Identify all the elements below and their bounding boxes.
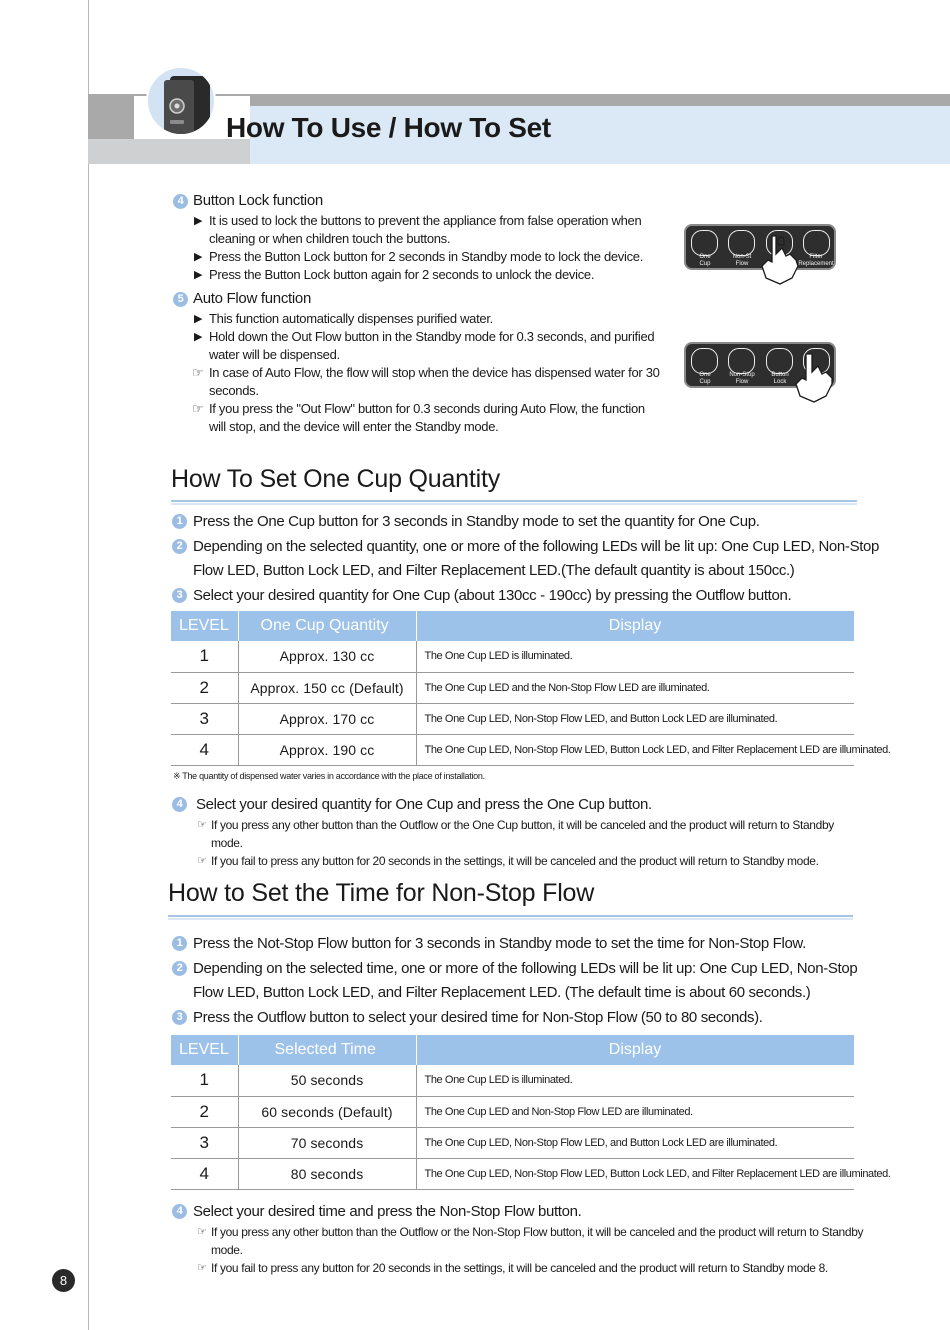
panel-label: Filter Replacement: [798, 254, 834, 267]
bullet-item: ▶ Press the Button Lock button again for 2 seconds to unlock the device.: [194, 267, 595, 282]
display-cell: The One Cup LED, Non-Stop Flow LED, and Button Lock LED are illuminated.: [416, 1127, 854, 1158]
feature-auto-flow: [173, 289, 663, 436]
number-badge: 4: [172, 797, 187, 812]
non-stop-time-table: [171, 1035, 891, 1190]
panel-label: Button Lock: [771, 372, 789, 385]
display-cell: The One Cup LED and Non-Stop Flow LED are illuminated.: [416, 1096, 854, 1127]
bullet-item: ▶ Hold down the Out Flow button in the Standby mode for 0.3 seconds, and purified water will be dispensed.: [194, 329, 655, 362]
triangle-bullet-icon: ▶: [194, 313, 203, 325]
section-divider: [168, 915, 853, 920]
number-badge: 3: [172, 588, 187, 603]
control-panel-illustration-lock: [684, 224, 836, 270]
time-cell: 50 seconds: [238, 1065, 416, 1096]
table-header: LEVEL: [171, 611, 238, 641]
level-cell: 1: [171, 641, 238, 672]
section-title-non-stop-flow: How to Set the Time for Non-Stop Flow: [168, 879, 595, 907]
table-row: [171, 1065, 854, 1096]
panel-label: Non-Stop Flow: [729, 372, 755, 385]
table-row: [171, 1127, 854, 1158]
number-badge: 4: [173, 194, 188, 209]
table-header: Display: [416, 611, 854, 641]
table-row: [171, 641, 854, 672]
feature-button-lock: [173, 191, 663, 284]
control-panel-illustration-auto-flow: [684, 342, 836, 388]
quantity-cell: Approx. 190 cc: [238, 734, 416, 765]
bullet-item: ▶ It is used to lock the buttons to prevent the appliance from false operation when cleaning or when children touch the buttons.: [194, 213, 642, 246]
note-item: ☞ If you press any other button than the Outflow or the One Cup button, it will be canceled and the product will return to Standby mode.: [197, 818, 834, 850]
table-row: [171, 734, 854, 765]
pointing-hand-icon: ☞: [197, 855, 207, 867]
feature-heading: [173, 289, 663, 309]
number-badge: 2: [172, 539, 187, 554]
pointing-hand-icon: ☞: [197, 1262, 207, 1274]
number-badge: 1: [172, 514, 187, 529]
level-cell: 3: [171, 1127, 238, 1158]
installation-footnote: ※ The quantity of dispensed water varies in accordance with the place of installation.: [173, 771, 485, 781]
page-title: How To Use / How To Set: [226, 112, 551, 143]
number-badge: 1: [172, 936, 187, 951]
table-header: Display: [416, 1035, 854, 1065]
table-header: Selected Time: [238, 1035, 416, 1065]
time-cell: 80 seconds: [238, 1158, 416, 1189]
non-stop-step-3: 3 Press the Outflow button to select your desired time for Non-Stop Flow (50 to 80 seconds).: [172, 1006, 882, 1030]
note-item: ☞ If you fail to press any button for 20 seconds in the settings, it will be canceled and the product will return to Standby mode.: [197, 854, 819, 868]
triangle-bullet-icon: ▶: [194, 215, 203, 227]
feature-heading: [173, 191, 663, 211]
level-cell: 4: [171, 734, 238, 765]
one-cup-step-3: 3 Select your desired quantity for One Cup (about 130cc - 190cc) by pressing the Outflow button.: [172, 584, 882, 608]
section-title-one-cup: How To Set One Cup Quantity: [171, 465, 501, 493]
quantity-cell: Approx. 170 cc: [238, 703, 416, 734]
table-header: One Cup Quantity: [238, 611, 416, 641]
one-cup-step-2: 2 Depending on the selected quantity, one or more of the following LEDs will be lit up: One Cup LED, Non-Stop Flow LED, Button Lock LED, and Filter Replacement LED.(The default quantity is about 150cc.): [172, 535, 882, 583]
note-item: ☞ If you press the "Out Flow" button for 0.3 seconds during Auto Flow, the function will stop, and the device will enter the Standby mode.: [192, 401, 645, 434]
display-cell: The One Cup LED, Non-Stop Flow LED, and Button Lock LED are illuminated.: [416, 703, 854, 734]
table-header: LEVEL: [171, 1035, 238, 1065]
display-cell: The One Cup LED is illuminated.: [416, 641, 854, 672]
display-cell: The One Cup LED, Non-Stop Flow LED, Button Lock LED, and Filter Replacement LED are illuminated.: [416, 734, 854, 765]
level-cell: 1: [171, 1065, 238, 1096]
one-cup-quantity-table: [171, 611, 891, 766]
pointing-hand-icon: ☞: [192, 365, 204, 380]
quantity-cell: Approx. 150 cc (Default): [238, 672, 416, 703]
note-item: ☞ If you fail to press any button for 20 seconds in the settings, it will be canceled and the product will return to Standby mode 8.: [197, 1261, 828, 1275]
number-badge: 3: [172, 1010, 187, 1025]
section-divider: [171, 500, 857, 505]
display-cell: The One Cup LED and the Non-Stop Flow LED are illuminated.: [416, 672, 854, 703]
non-stop-step-4: 4 Select your desired time and press the Non-Stop Flow button.: [172, 1200, 882, 1224]
water-purifier-icon: [146, 66, 216, 136]
table-row: [171, 1158, 854, 1189]
level-cell: 2: [171, 672, 238, 703]
pointing-hand-icon: ☞: [192, 401, 204, 416]
one-cup-step-4: 4 Select your desired quantity for One Cup and press the One Cup button.: [172, 793, 882, 817]
feature-title: Auto Flow function: [193, 290, 311, 307]
panel-label: Non-St Flow: [732, 254, 752, 267]
number-badge: 5: [173, 292, 188, 307]
triangle-bullet-icon: ▶: [194, 251, 203, 263]
one-cup-notes: [197, 816, 867, 870]
header-gray-block: [88, 94, 134, 139]
table-row: [171, 703, 854, 734]
time-cell: 70 seconds: [238, 1127, 416, 1158]
display-cell: The One Cup LED, Non-Stop Flow LED, Button Lock LED, and Filter Replacement LED are illuminated.: [416, 1158, 854, 1189]
page-margin-line: [88, 0, 89, 1330]
level-cell: 2: [171, 1096, 238, 1127]
note-item: ☞ In case of Auto Flow, the flow will stop when the device has dispensed water for 30 seconds.: [192, 365, 660, 398]
number-badge: 4: [172, 1204, 187, 1219]
level-cell: 4: [171, 1158, 238, 1189]
level-cell: 3: [171, 703, 238, 734]
non-stop-notes: [197, 1223, 867, 1277]
note-item: ☞ If you press any other button than the Outflow or the Non-Stop Flow button, it will be canceled and the product will return to Standby mode.: [197, 1225, 864, 1257]
bullet-item: ▶ This function automatically dispenses purified water.: [194, 311, 493, 326]
pointing-hand-icon: [686, 344, 838, 414]
table-row: [171, 1096, 854, 1127]
table-header-row: [171, 611, 854, 641]
pointing-hand-icon: ☞: [197, 1226, 207, 1238]
one-cup-step-1: 1 Press the One Cup button for 3 seconds in Standby mode to set the quantity for One Cup.: [172, 510, 882, 534]
triangle-bullet-icon: ▶: [194, 269, 203, 281]
panel-label: One Cup: [699, 254, 711, 267]
number-badge: 2: [172, 961, 187, 976]
pointing-hand-icon: ☞: [197, 819, 207, 831]
non-stop-step-2: 2 Depending on the selected time, one or more of the following LEDs will be lit up: One Cup LED, Non-Stop Flow LED, Button Lock LED, and Filter Replacement LED. (The default time is about 60 seconds.): [172, 957, 882, 1005]
display-cell: The One Cup LED is illuminated.: [416, 1065, 854, 1096]
feature-title: Button Lock function: [193, 192, 323, 209]
pointing-hand-icon: [686, 226, 838, 296]
quantity-cell: Approx. 130 cc: [238, 641, 416, 672]
non-stop-step-1: 1 Press the Not-Stop Flow button for 3 seconds in Standby mode to set the time for Non-Stop Flow.: [172, 932, 882, 956]
triangle-bullet-icon: ▶: [194, 331, 203, 343]
table-header-row: [171, 1035, 854, 1065]
table-row: [171, 672, 854, 703]
page-number: 8: [52, 1269, 75, 1292]
bullet-item: ▶ Press the Button Lock button for 2 seconds in Standby mode to lock the device.: [194, 249, 644, 264]
time-cell: 60 seconds (Default): [238, 1096, 416, 1127]
panel-label: One Cup: [699, 372, 711, 385]
